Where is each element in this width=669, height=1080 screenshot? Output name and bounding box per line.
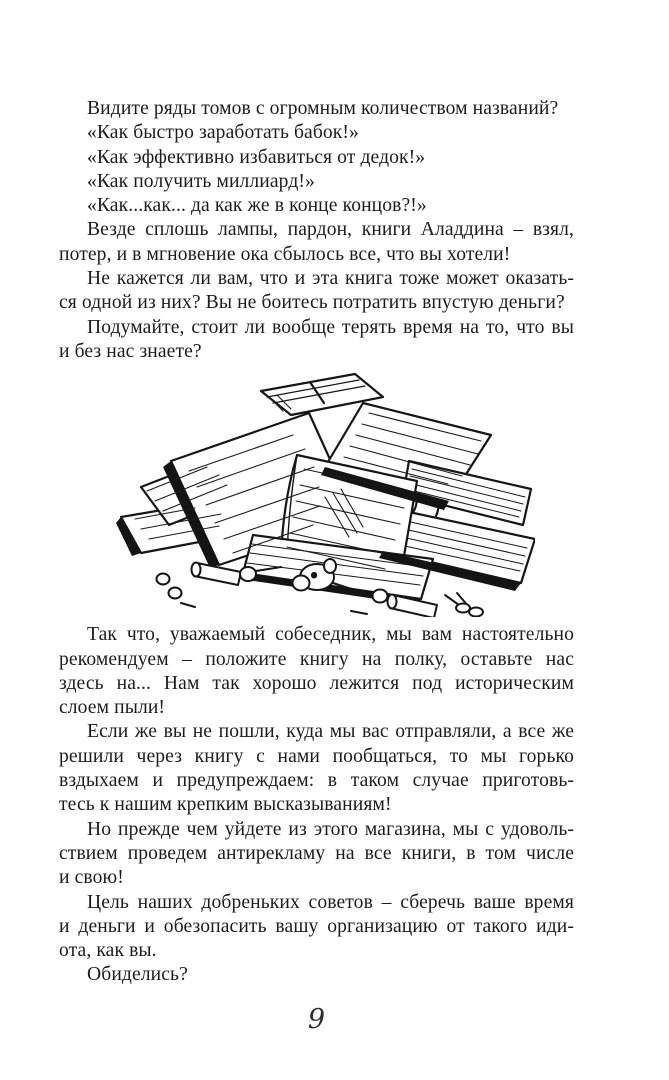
text-line: «Как получить миллиард!» <box>87 170 315 192</box>
text-line: и без нас знаете? <box>59 340 202 362</box>
text-line: ся одной из них? Вы не боитесь потратить впустую деньги? <box>59 292 565 314</box>
text-line: тесь к нашим крепким высказываниям! <box>59 794 392 816</box>
text-line: «Как эффективно избавиться от дедок!» <box>87 146 426 168</box>
text-line: Если же вы не пошли, куда мы вас отправляли, а все же <box>87 721 574 743</box>
text-line: Так что, уважаемый собеседник, мы вам настоятельно <box>87 624 574 646</box>
text-line: вздыхаем и предупреждаем: в таком случае приготовь- <box>59 770 574 792</box>
text-line: Не кажется ли вам, что и эта книга тоже может оказать- <box>87 268 574 290</box>
text-line: Везде сплошь лампы, пардон, книги Аладдина – взял, <box>87 219 574 241</box>
text-column <box>59 0 574 1035</box>
text-block-top <box>59 97 574 364</box>
text-line: «Как быстро заработать бабок!» <box>87 122 359 144</box>
text-line: и свою! <box>59 867 124 889</box>
text-line: потер, и в мгновение ока сбылось все, что вы хотели! <box>59 243 511 265</box>
text-line: решили через книгу с нами пообщаться, то мы горько <box>59 745 574 767</box>
text-line: Но прежде чем уйдете из этого магазина, мы с удоволь- <box>87 818 574 840</box>
text-line: здесь на... Нам так хорошо лежится под историческим <box>59 672 574 694</box>
text-line: рекомендуем – положите книгу на полку, оставьте нас <box>59 648 574 670</box>
text-line: ствием проведем антирекламу на все книги, в том числе <box>59 842 574 864</box>
text-line: Цель наших добреньких советов – сберечь ваше время <box>87 891 574 913</box>
text-line: и деньги и обезопасить вашу организацию от такого иди- <box>59 915 574 937</box>
text-line: Видите ряды томов с огромным количеством названий? <box>87 98 559 119</box>
text-line: Подумайте, стоит ли вообще терять время на то, что вы <box>87 316 574 338</box>
books-pile-illustration <box>111 367 535 617</box>
text-line: слоем пыли! <box>59 697 166 719</box>
text-block-bottom <box>59 623 574 987</box>
text-line: «Как...как... да как же в конце концов?!» <box>87 195 427 217</box>
page-number: 9 <box>307 1003 326 1035</box>
text-line: ота, как вы. <box>59 940 157 962</box>
illustration-container <box>111 367 535 617</box>
text-line: Обиделись? <box>87 964 188 986</box>
